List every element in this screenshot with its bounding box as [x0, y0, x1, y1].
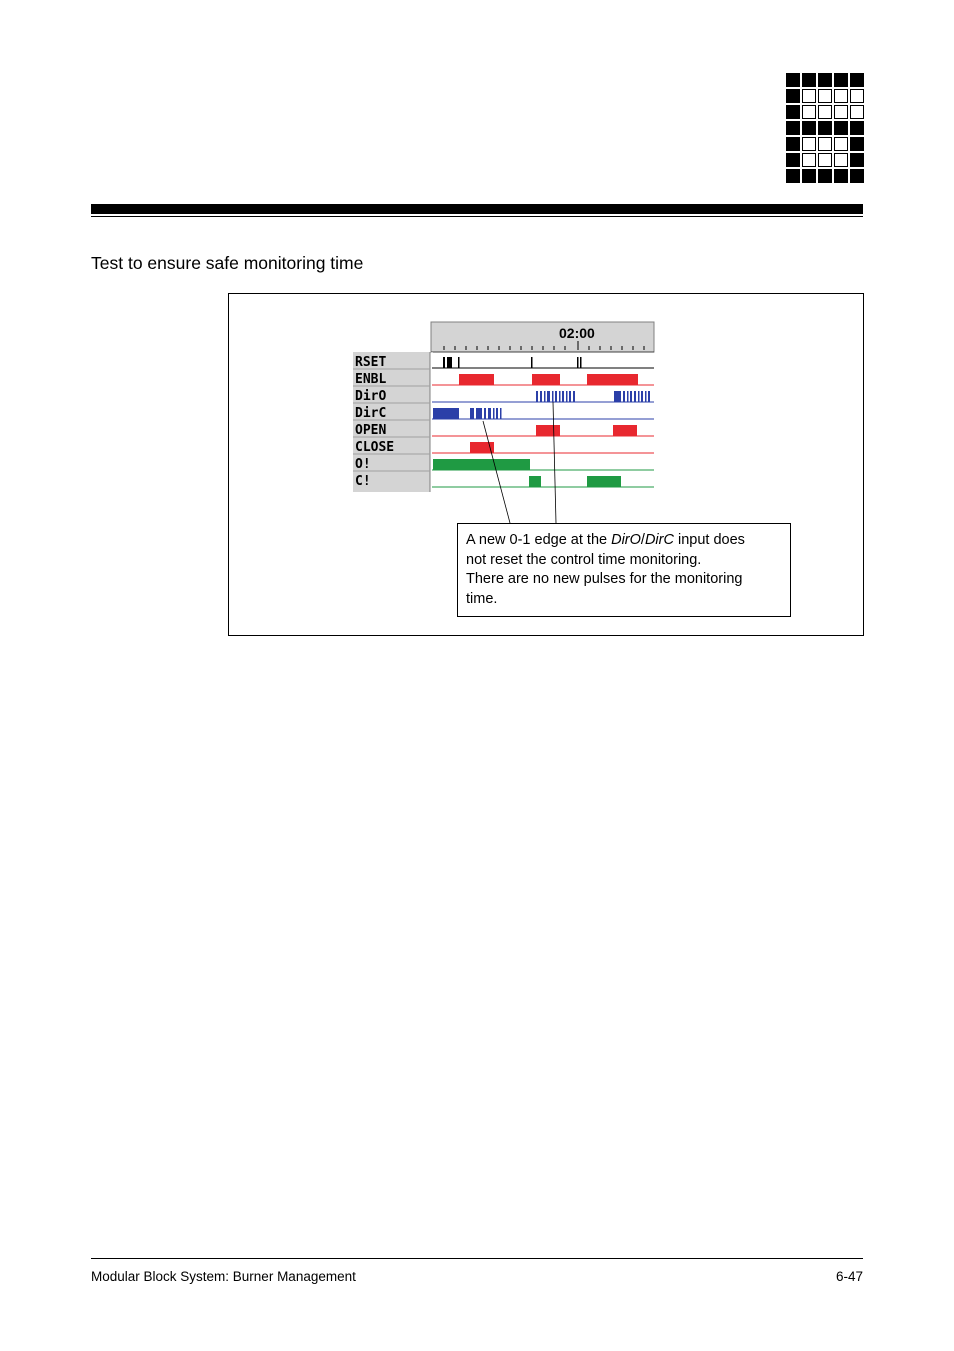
callout-line-2: not reset the control time monitoring. — [466, 551, 702, 568]
signal-label-o: O! — [355, 457, 371, 472]
callout-diro: DirO — [611, 532, 641, 548]
footer-rule — [91, 1258, 863, 1259]
callout-line-1: A new 0-1 edge at the DirO/DirC input does — [466, 532, 745, 548]
callout-line-3: There are no new pulses for the monitoring — [466, 571, 743, 587]
callout-dirc: DirC — [644, 532, 674, 548]
section-title: Test to ensure safe monitoring time — [91, 253, 364, 273]
signal-label-dirc: DirC — [355, 406, 387, 421]
callout-note — [457, 523, 791, 617]
footer-document-title: Modular Block System: Burner Management — [91, 1269, 356, 1284]
time-marker-label: 02:00 — [559, 325, 595, 341]
footer-page-number: 6-47 — [835, 1269, 863, 1284]
signal-label-c: C! — [355, 474, 371, 489]
signal-label-close: CLOSE — [355, 440, 395, 455]
callout-line-4: time. — [466, 590, 498, 607]
signal-label-enbl: ENBL — [355, 372, 387, 387]
signal-label-open: OPEN — [355, 423, 387, 438]
signal-label-diro: DirO — [355, 389, 387, 404]
signal-label-rset: RSET — [355, 355, 387, 370]
